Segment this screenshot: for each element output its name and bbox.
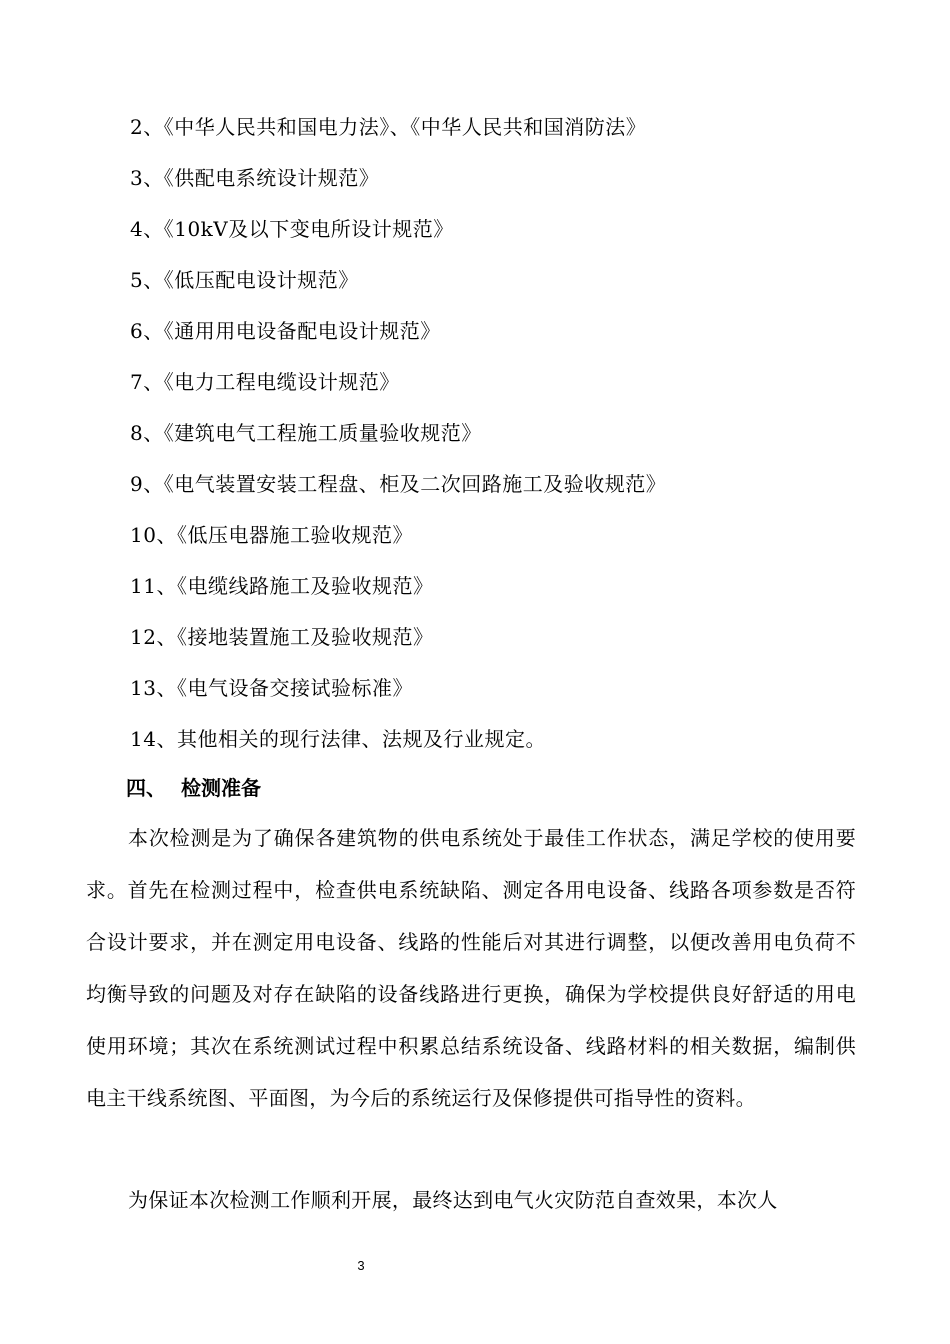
reference-item: 2、《中华人民共和国电力法》、《中华人民共和国消防法》 <box>130 115 647 139</box>
reference-item: 5、《低压配电设计规范》 <box>130 268 359 292</box>
section-title: 检测准备 <box>181 776 261 800</box>
reference-item: 3、《供配电系统设计规范》 <box>130 166 380 190</box>
reference-item: 7、《电力工程电缆设计规范》 <box>130 370 400 394</box>
reference-item: 6、《通用用电设备配电设计规范》 <box>130 319 441 343</box>
body-paragraph: 本次检测是为了确保各建筑物的供电系统处于最佳工作状态，满足学校的使用要求。首先在检测过程中，检查供电系统缺陷、测定各用电设备、线路各项参数是否符合设计要求，并在测定用电设备、线路的性能后对其进行调整，以便改善用电负荷不均衡导致的问题及对存在缺陷的设备线路进行更换，确保为学校提供良好舒适的用电使用环境；其次在系统测试过程中积累总结系统设备、线路材料的相关数据，编制供电主干线系统图、平面图，为今后的系统运行及保修提供可指导性的资料。 <box>86 826 856 1110</box>
reference-item: 4、《10kV及以下变电所设计规范》 <box>130 217 454 241</box>
reference-item: 13、《电气设备交接试验标准》 <box>130 676 413 700</box>
reference-item: 10、《低压电器施工验收规范》 <box>130 523 413 547</box>
section-heading <box>126 770 261 806</box>
section-number: 四、 <box>126 776 166 800</box>
body-paragraph: 为保证本次检测工作顺利开展，最终达到电气火灾防范自查效果，本次人 <box>128 1188 778 1212</box>
reference-item: 12、《接地装置施工及验收规范》 <box>130 625 434 649</box>
reference-item: 9、《电气装置安装工程盘、柜及二次回路施工及验收规范》 <box>130 472 667 496</box>
reference-list <box>130 108 666 771</box>
reference-item: 11、《电缆线路施工及验收规范》 <box>130 574 434 598</box>
page-number: 3 <box>357 1258 365 1273</box>
reference-item: 14、其他相关的现行法律、法规及行业规定。 <box>130 727 546 751</box>
reference-item: 8、《建筑电气工程施工质量验收规范》 <box>130 421 482 445</box>
